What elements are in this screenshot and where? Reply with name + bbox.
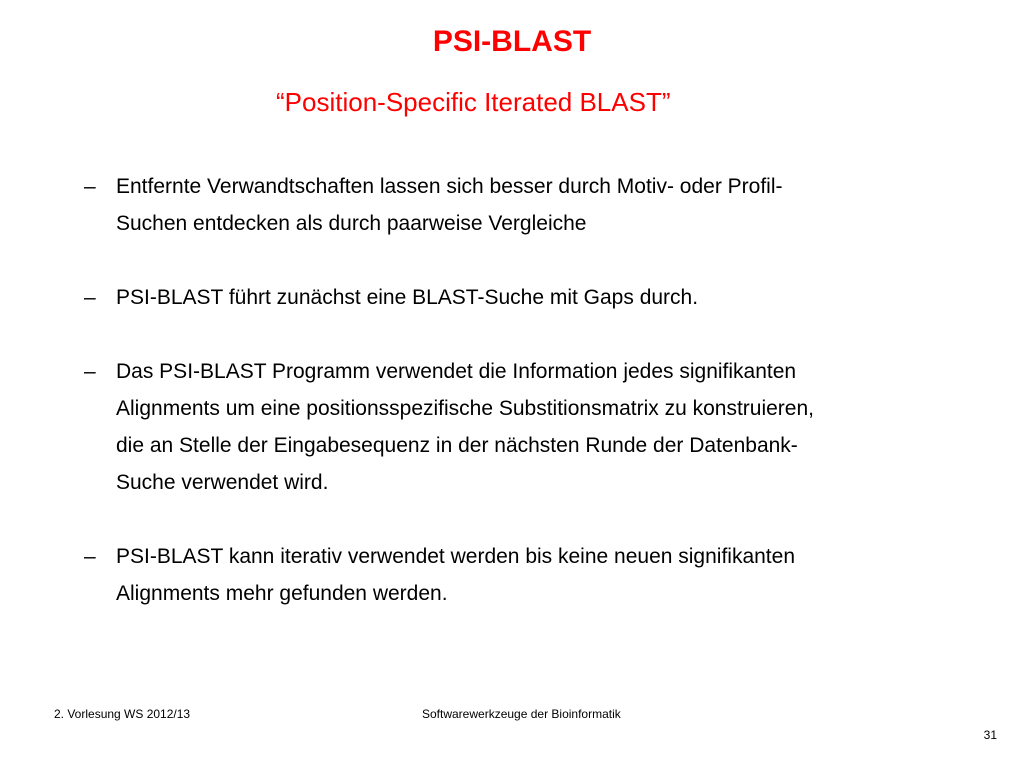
bullet-dash: – <box>84 360 96 383</box>
page-number: 31 <box>983 728 997 742</box>
bullet-line: die an Stelle der Eingabesequenz in der nächsten Runde der Datenbank- <box>116 434 798 457</box>
bullet-list <box>84 168 984 612</box>
bullet-item <box>84 538 984 612</box>
bullet-line: PSI-BLAST führt zunächst eine BLAST-Suche mit Gaps durch. <box>116 286 699 309</box>
bullet-dash: – <box>84 286 96 309</box>
bullet-dash: – <box>84 545 96 568</box>
bullet-line: Das PSI-BLAST Programm verwendet die Information jedes signifikanten <box>116 360 797 383</box>
bullet-dash: – <box>84 175 96 198</box>
bullet-line: Suchen entdecken als durch paarweise Vergleiche <box>116 212 587 235</box>
slide-title: PSI-BLAST <box>432 25 592 58</box>
bullet-item <box>84 353 984 501</box>
bullet-line: Entfernte Verwandtschaften lassen sich besser durch Motiv- oder Profil- <box>116 175 783 198</box>
slide-subtitle: “Position-Specific Iterated BLAST” <box>276 87 671 117</box>
bullet-item <box>84 279 984 316</box>
bullet-line: Suche verwendet wird. <box>116 471 329 494</box>
bullet-item <box>84 168 984 242</box>
bullet-line: Alignments mehr gefunden werden. <box>116 582 448 605</box>
footer-course: Softwarewerkzeuge der Bioinformatik <box>422 707 621 721</box>
bullet-line: PSI-BLAST kann iterativ verwendet werden bis keine neuen signifikanten <box>116 545 796 568</box>
bullet-line: Alignments um eine positionsspezifische Substitionsmatrix zu konstruieren, <box>116 397 814 420</box>
footer-lecture: 2. Vorlesung WS 2012/13 <box>54 707 191 721</box>
